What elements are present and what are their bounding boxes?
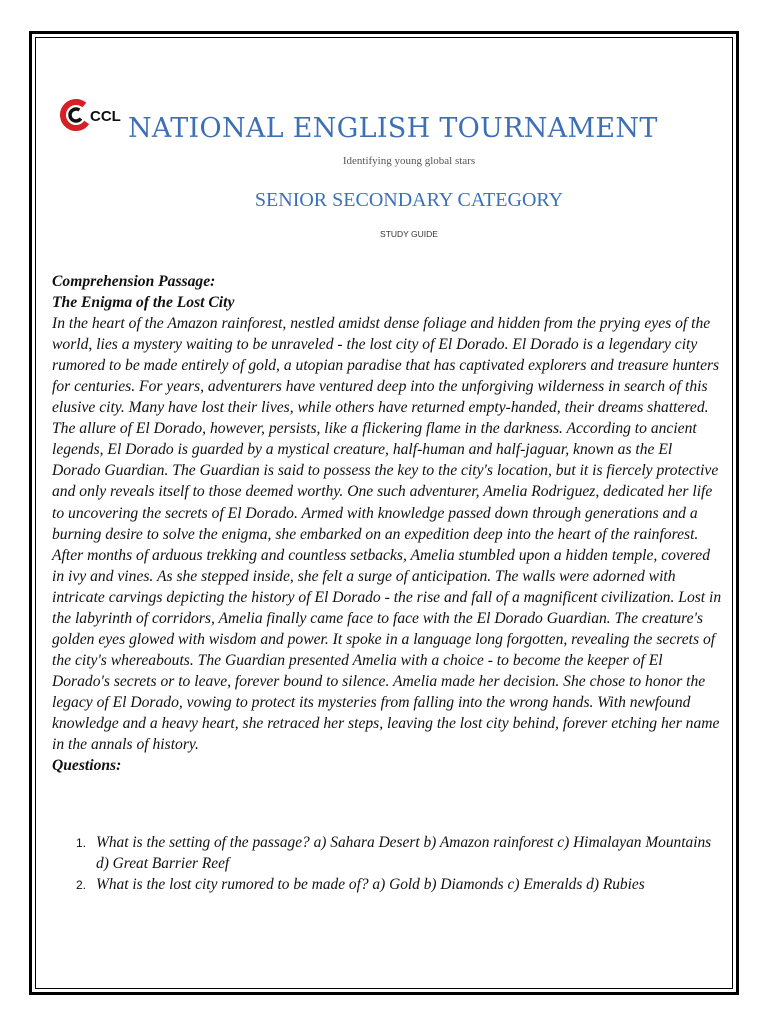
- comprehension-passage: [52, 271, 724, 776]
- tagline: Identifying young global stars: [342, 155, 476, 167]
- question-item: [76, 832, 726, 874]
- question-item: [76, 874, 726, 895]
- questions-label: Questions:: [52, 757, 122, 775]
- study-guide-label: STUDY GUIDE: [380, 229, 438, 239]
- passage-text: In the heart of the Amazon rainforest, nestled amidst dense foliage and hidden from the prying eyes of the world, lies a mystery waiting to be unraveled - the lost city of El Dorado. El Dorado is a legendary city rumored to be made entirely of gold, a utopian paradise that has captivated explorers and treasure hunters for centuries. For years, adventurers have ventured deep into the unforgiving wilderness in search of this elusive city. Many have lost their lives, while others have returned empty-handed, their dreams shattered. The allure of El Dorado, however, persists, like a flickering flame in the darkness. According to ancient legends, El Dorado is guarded by a mystical creature, half-human and half-jaguar, known as the El Dorado Guardian. The Guardian is said to possess the key to the city's location, but it is fiercely protective and only reveals itself to those deemed worthy. One such adventurer, Amelia Rodriguez, dedicated her life to uncovering the secrets of El Dorado. Armed with knowledge passed down through generations and a burning desire to solve the enigma, she embarked on an expedition deep into the heart of the rainforest. After months of arduous trekking and countless setbacks, Amelia stumbled upon a hidden temple, covered in ivy and vines. As she stepped inside, she felt a surge of anticipation. The walls were adorned with intricate carvings depicting the history of El Dorado - the rise and fall of a magnificent civilization. Lost in the labyrinth of corridors, Amelia finally came face to face with the El Dorado Guardian. The creature's golden eyes glowed with wisdom and power. It spoke in a language long forgotten, revealing the secrets of the city's whereabouts. The Guardian presented Amelia with a choice - to become the keeper of El Dorado's secrets or to leave, forever bound to silence. Amelia made her decision. She chose to honor the legacy of El Dorado, vowing to protect its mysteries from falling into the wrong hands. With newfound knowledge and a heavy heart, she retraced her steps, leaving the lost city behind, forever etching her name in the annals of history.: [52, 315, 722, 754]
- question-number: 2.: [76, 878, 87, 892]
- question-text: What is the lost city rumored to be made of? a) Gold b) Diamonds c) Emeralds d) Rubies: [96, 876, 645, 893]
- ccl-logo: [60, 96, 124, 136]
- passage-title: The Enigma of the Lost City: [52, 294, 235, 312]
- question-text: What is the setting of the passage? a) Sahara Desert b) Amazon rainforest c) Himalayan Mountains d) Great Barrier Reef: [96, 834, 712, 872]
- question-number: 1.: [76, 836, 87, 850]
- logo-text: CCL: [90, 108, 121, 125]
- questions-list: [76, 832, 726, 895]
- passage-label: Comprehension Passage:: [52, 273, 216, 290]
- category-heading: SENIOR SECONDARY CATEGORY: [254, 189, 564, 211]
- tournament-title: NATIONAL ENGLISH TOURNAMENT: [128, 113, 658, 144]
